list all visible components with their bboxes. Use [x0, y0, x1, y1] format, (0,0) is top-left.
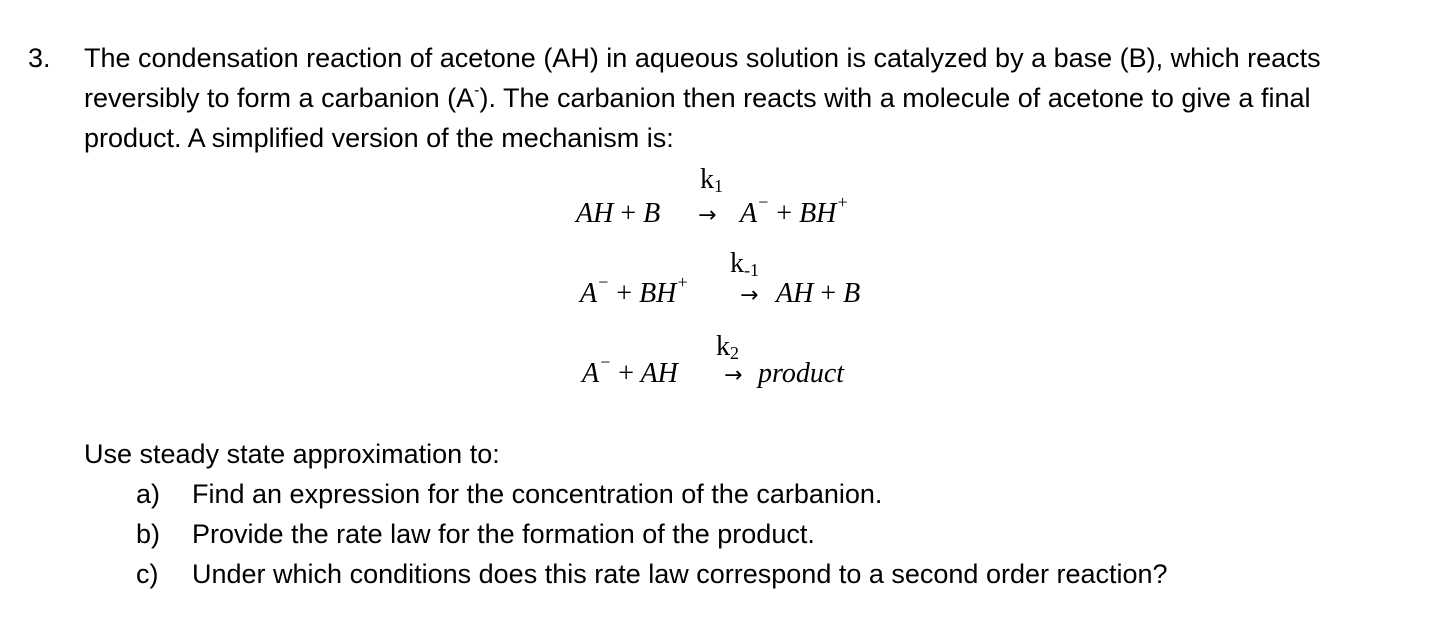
plus-sign: + — [616, 278, 633, 309]
reaction-arrow-2: → — [740, 283, 759, 308]
rate-constant-k-1 — [730, 248, 759, 280]
reaction-1 — [576, 198, 660, 230]
stem-text-part-2: ). The carbanion then reacts with a molecule of acetone to give a final product. A simplified version of the mechanism is: — [84, 83, 1311, 153]
stem-superscript: - — [474, 82, 480, 99]
plus-sign: + — [820, 278, 837, 309]
part-label: c) — [136, 559, 159, 589]
problem-number: 3. — [28, 43, 51, 73]
part-text: Provide the rate law for the formation of the product. — [192, 519, 815, 549]
rate-constant-k1 — [700, 164, 723, 196]
problem-statement — [84, 38, 1414, 158]
rate-constant-k2 — [716, 331, 739, 363]
reactant-2: B — [643, 198, 661, 229]
part-text: Find an expression for the concentration of the carbanion. — [192, 479, 883, 509]
reaction-1-products — [740, 191, 849, 230]
reactant-1: A− — [580, 271, 610, 309]
k-symbol: k — [700, 164, 714, 195]
reaction-2 — [580, 271, 689, 310]
k-subscript: -1 — [744, 260, 759, 280]
reaction-3-products — [758, 358, 844, 390]
reaction-3 — [582, 351, 678, 390]
reaction-arrow-3: → — [724, 363, 743, 388]
product-1: A− — [740, 191, 770, 229]
product-1: AH — [776, 278, 814, 309]
part-label: a) — [136, 479, 161, 509]
question-parts-list — [136, 474, 1168, 594]
reaction-arrow-1: → — [698, 203, 717, 228]
question-part-b — [136, 514, 1168, 554]
question-part-c — [136, 554, 1168, 594]
reactant-1: A− — [582, 351, 612, 389]
part-label: b) — [136, 519, 161, 549]
plus-sign: + — [620, 198, 637, 229]
question-part-a — [136, 474, 1168, 514]
plus-sign: + — [776, 198, 793, 229]
reactant-2: BH+ — [639, 271, 689, 309]
reactant-1: AH — [576, 198, 614, 229]
k-subscript: 2 — [730, 343, 739, 363]
reaction-2-products — [776, 278, 860, 310]
plus-sign: + — [618, 358, 635, 389]
instructions-intro: Use steady state approximation to: — [84, 439, 500, 469]
product-2: BH+ — [799, 191, 849, 229]
reactant-2: AH — [640, 358, 678, 389]
part-text: Under which conditions does this rate law correspond to a second order reaction? — [192, 559, 1168, 589]
product-2: B — [843, 278, 861, 309]
product-1: product — [758, 358, 845, 389]
k-symbol: k — [716, 331, 730, 362]
stem-text-part-1: The condensation reaction of acetone (AH) in aqueous solution is catalyzed by a base (B), which reacts reversibly to form a carbanion (A — [84, 43, 1321, 113]
k-subscript: 1 — [714, 176, 723, 196]
k-symbol: k — [730, 248, 744, 279]
